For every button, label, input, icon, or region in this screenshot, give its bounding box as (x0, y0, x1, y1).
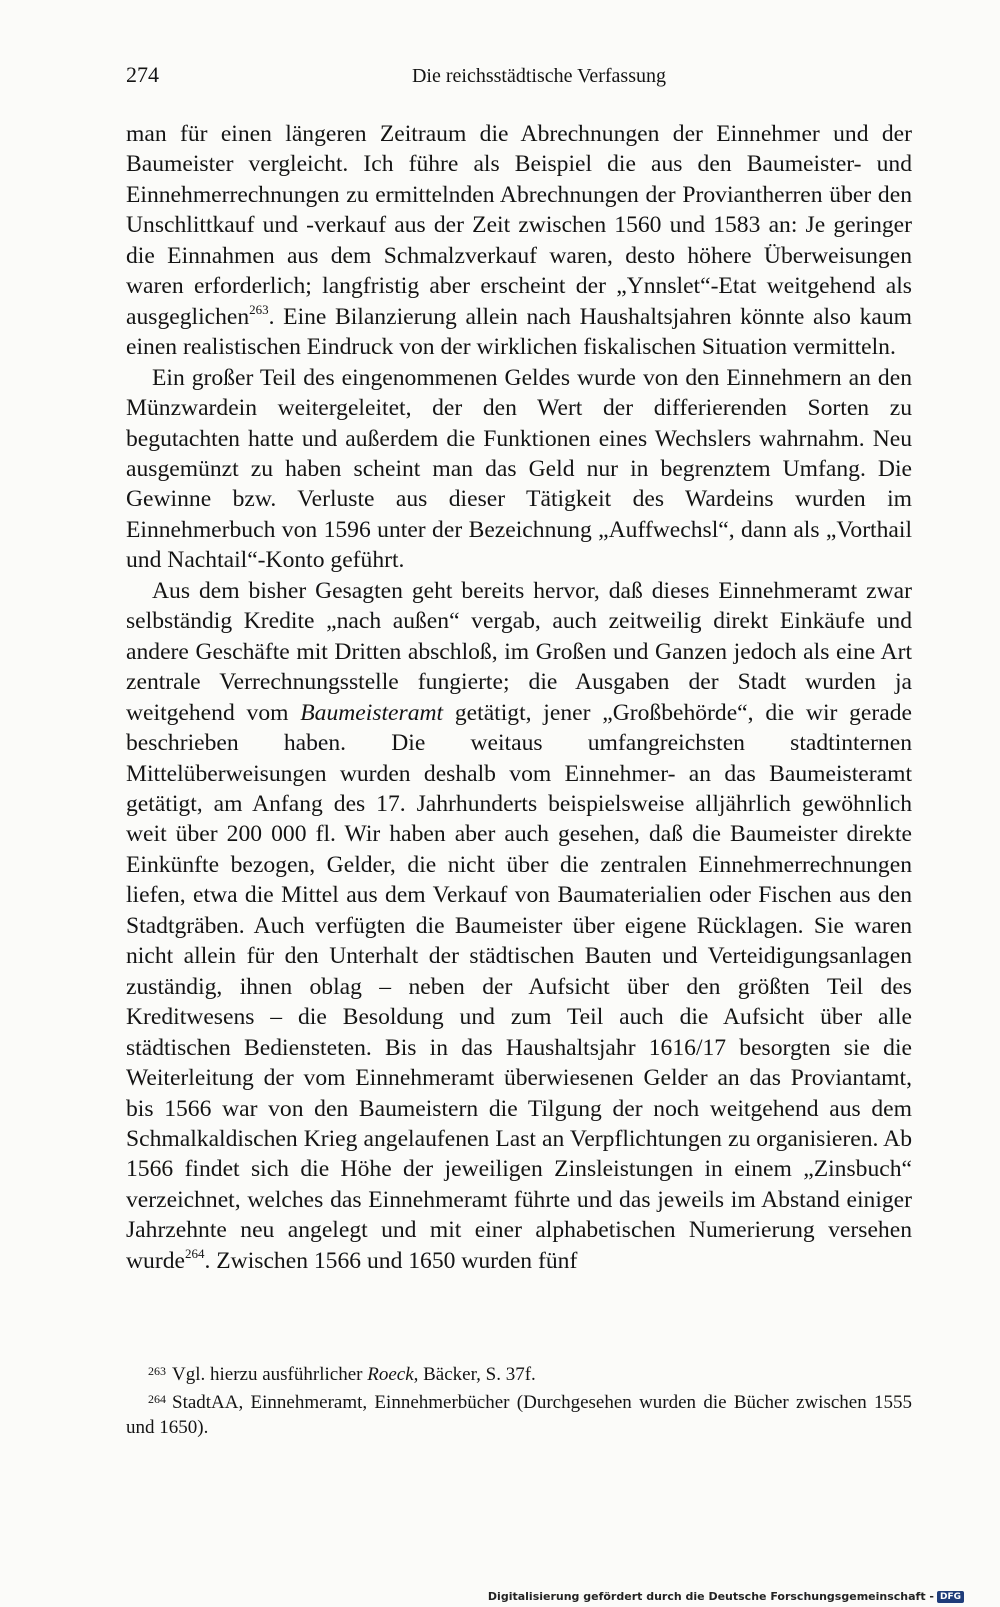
footnote-ref[interactable]: 264 (184, 1245, 205, 1261)
digitization-credit: Digitalisierung gefördert durch die Deutsche Forschungsgemeinschaft - DFG (488, 1590, 964, 1603)
paragraph: Aus dem bisher Gesagten geht bereits hervor, daß dieses Einnehmeramt zwar selbständig Kredite „nach außen“ vergab, auch zeitweilig direkt Einkäufe und andere Geschäfte mit Dritten abschloß, im Großen und Ganzen jedoch als eine Art zentrale Verrechnungsstelle fungierte; die Ausgaben der Stadt wurden ja weitgehend vom Baumeisteramt getätigt, jener „Großbehörde“, die wir gerade beschrieben haben. Die weitaus umfangreichsten stadtinternen Mittelüberweisungen wurden deshalb vom Einnehmer- an das Baumeisteramt getätigt, am Anfang des 17. Jahrhunderts beispielsweise alljährlich gewöhnlich weit über 200 000 fl. Wir haben aber auch gesehen, daß die Baumeister direkte Einkünfte bezogen, Gelder, die nicht über die zentralen Einnehmerrechnungen liefen, etwa die Mittel aus dem Verkauf von Baumaterialien oder Fischen aus den Stadtgräben. Auch verfügten die Baumeister über eigene Rücklagen. Sie waren nicht allein für den Unterhalt der städtischen Bauten und Verteidigungsanlagen zuständig, ihnen oblag – neben der Aufsicht über den größten Teil des Kreditwesens – die Besoldung und zum Teil auch die Aufsicht über alle städtischen Bediensteten. Bis in das Haushaltsjahr 1616/17 besorgten sie die Weiterleitung der vom Einnehmeramt überwiesenen Gelder an das Proviantamt, bis 1566 war von den Baumeistern die Tilgung der noch weitgehend aus dem Schmalkaldischen Krieg angelaufenen Last an Verpflichtungen zu organisieren. Ab 1566 findet sich die Höhe der jeweiligen Zinsleistungen in einem „Zinsbuch“ verzeichnet, welches das Einnehmeramt führte und das jeweils im Abstand einiger Jahrzehnte neu angelegt und mit einer alphabetischen Numerierung versehen wurde$^{264}$. Zwischen 1566 und 1650 wurden fünf (126, 577, 912, 1274)
footnotes (126, 1359, 912, 1440)
page-header (126, 62, 912, 92)
footnote-mark: 264 (148, 1392, 166, 1406)
paragraph: Ein großer Teil des eingenommenen Geldes wurde von den Einnehmern an den Münzwardein weitergeleitet, der den Wert der differierenden Sorten zu begutachten hatte und außerdem die Funktionen eines Wechslers wahrnahm. Neu ausgemünzt zu haben scheint man das Geld nur in begrenztem Umfang. Die Gewinne bzw. Verluste aus dieser Tätigkeit des Wardeins wurden im Einnehmerbuch von 1596 unter der Bezeichnung „Auffwechsl“, dann als „Vorthail und Nachtail“-Konto geführt. (126, 364, 912, 574)
body-text (126, 119, 912, 1276)
footnote-ref[interactable]: 263 (249, 301, 269, 317)
dfg-logo-icon: DFG (937, 1591, 964, 1603)
page-number: 274 (126, 62, 159, 87)
running-head: Die reichsstädtische Verfassung (411, 65, 666, 87)
footnote: $^{263}$ Vgl. hierzu ausführlicher Roeck, Bäcker, S. 37f. (148, 1364, 536, 1385)
footnote: $^{264}$ StadtAA, Einnehmeramt, Einnehmerbücher (Durchgesehen wurden die Bücher zwischen 1555 und 1650). (126, 1392, 912, 1438)
footnote-mark: 263 (148, 1364, 166, 1378)
paragraph: man für einen längeren Zeitraum die Abrechnungen der Einnehmer und der Baumeister vergleicht. Ich führe als Beispiel die aus den Baumeister- und Einnehmerrechnungen zu ermittelnden Abrechnungen der Proviantherren über den Unschlittkauf und -verkauf aus der Zeit zwischen 1560 und 1583 an: Je geringer die Einnahmen aus dem Schmalzverkauf waren, desto höhere Überweisungen waren erforderlich; langfristig aber erscheint der „Ynnslet“-Etat weitgehend als ausgeglichen$^{263}$. Eine Bilanzierung allein nach Haushaltsjahren könnte also kaum einen realistischen Eindruck von der wirklichen fiskalischen Situation vermitteln. (126, 121, 912, 361)
